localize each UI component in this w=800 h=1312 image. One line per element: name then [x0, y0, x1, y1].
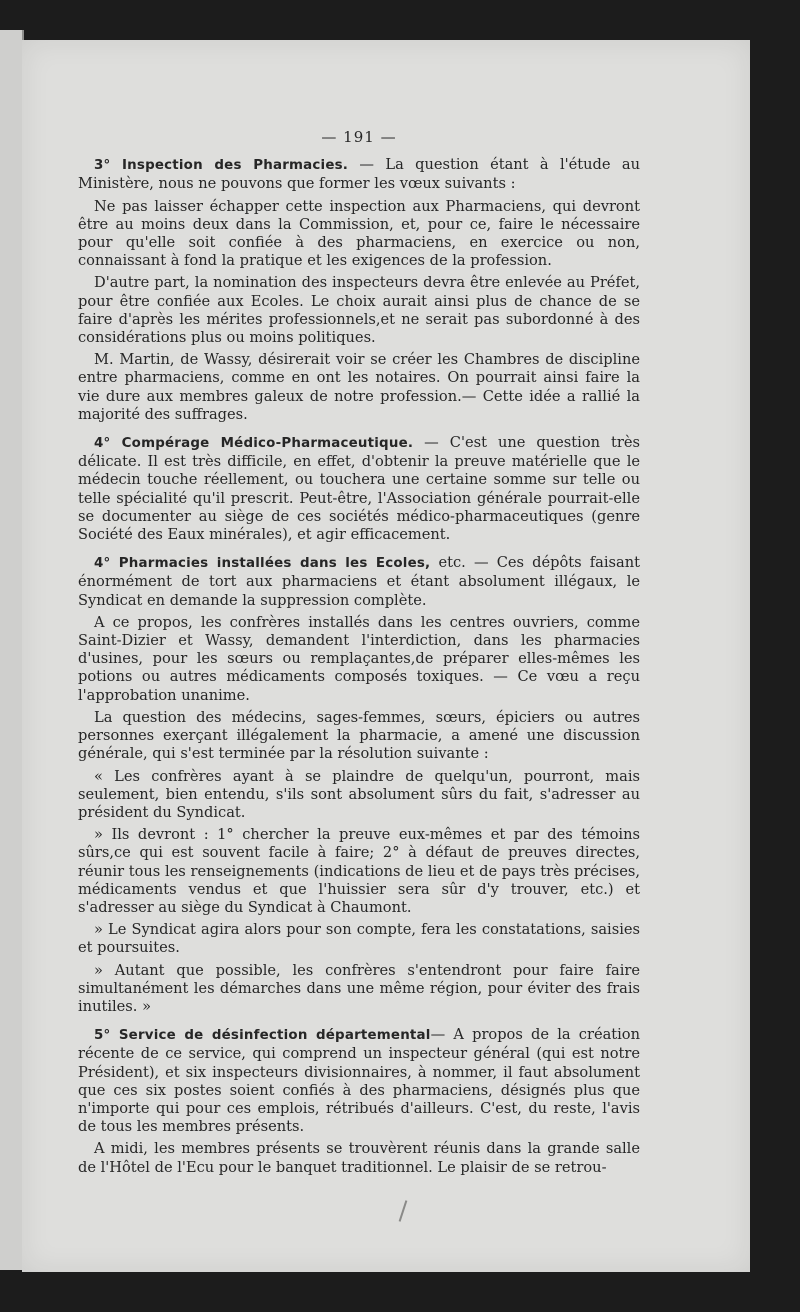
paragraph-service-desinfection	[78, 1026, 640, 1136]
quoted-paragraph: » Ils devront : 1° chercher la preuve eux-mêmes et par des témoins sûrs,ce qui est souvent facile à faire; 2° à défaut de preuves directes, réunir tous les renseignements (indications de lieu et de pays très précises, médicaments vendus et que l'huissier sera sûr d'y trouver, etc.) et s'adresser au siège du Syndicat à Chaumont.	[78, 826, 640, 916]
heading-pharmacies-ecoles: 4° Pharmacies installées dans les Ecoles,	[94, 556, 431, 572]
paragraph-comperage	[78, 434, 640, 544]
paragraph-inspection	[78, 156, 640, 193]
paragraph: La question des médecins, sages-femmes, sœurs, épiciers ou autres personnes exerçant illégalement la pharmacie, a amené une discussion générale, qui s'est terminée par la résolution suivante :	[78, 708, 640, 763]
paragraph: A ce propos, les confrères installés dans les centres ouvriers, comme Saint-Dizier et Wassy, demandent l'interdiction, dans les pharmacies d'usines, pour les sœurs ou remplaçantes,de préparer elles-mêmes les potions ou autres médicaments composés toxiques. — Ce vœu a reçu l'approbation unanime.	[78, 613, 640, 704]
paragraph: Ne pas laisser échapper cette inspection aux Pharmaciens, qui devront être au moins deux dans la Commission, et, pour ce, faire le nécessaire pour qu'elle soit confiée à des pharmaciens, en exercice ou non, connaissant à fond la pratique et les exigences de la profession.	[78, 197, 640, 270]
paragraph-text: etc. — Ces dépôts faisant énormément de tort aux pharmaciens et étant absolument illégaux, le Syndicat en demande la suppression complète.	[78, 554, 640, 609]
paragraph-text: — C'est une question très délicate. Il est très difficile, en effet, d'obtenir la preuve matérielle que le médecin touche réellement, ou touchera une certaine somme sur telle ou telle spécialité qu'il prescrit. Peut-être, l'Association générale pourrait-elle se documenter au siège de ces sociétés médico-pharmaceutiques (genre Société des Eaux minérales), et agir efficacement.	[78, 434, 640, 544]
page-text	[78, 128, 640, 1181]
heading-inspection: 3° Inspection des Pharmacies.	[94, 158, 349, 174]
page-number: — 191 —	[321, 128, 397, 146]
paragraph: D'autre part, la nomination des inspecteurs devra être enlevée au Préfet, pour être confiée aux Ecoles. Le choix aurait ainsi plus de chance de se faire d'après les mérites professionnels,et ne serait pas subordonné à des considérations plus ou moins politiques.	[78, 274, 640, 347]
quoted-paragraph: « Les confrères ayant à se plaindre de quelqu'un, pourront, mais seulement, bien entendu, s'ils sont absolument sûrs du fait, s'adresser au président du Syndicat.	[78, 767, 640, 821]
quoted-paragraph: » Autant que possible, les confrères s'entendront pour faire faire simultanément les démarches dans une même région, pour éviter des frais inutiles. »	[78, 961, 640, 1015]
paragraph: A midi, les membres présents se trouvèrent réunis dans la grande salle de l'Hôtel de l'Ecu pour le banquet traditionnel. Le plaisir de se retrou-	[78, 1140, 640, 1176]
pencil-mark	[399, 1200, 408, 1222]
document-page	[22, 40, 750, 1272]
paragraph: M. Martin, de Wassy, désirerait voir se créer les Chambres de discipline entre pharmaciens, comme en ont les notaires. On pourrait ainsi faire la vie dure aux membres galeux de notre profession.— Cette idée a rallié la majorité des suffrages.	[78, 351, 640, 423]
quoted-paragraph: » Le Syndicat agira alors pour son compte, fera les constatations, saisies et poursuites.	[78, 921, 640, 957]
heading-service-desinfection: 5° Service de désinfection départemental	[94, 1028, 431, 1044]
paragraph-text: — La question étant à l'étude au Ministère, nous ne pouvons que former les vœux suivants :	[78, 156, 640, 193]
paragraph-text: — A propos de la création récente de ce service, qui comprend un inspecteur général (qui est notre Président), et six inspecteurs divisionnaires, à nommer, il faut absolument que ces six postes soient confiés à des pharmaciens, désignés plus que n'importe qui pour ces emplois, rétribués d'ailleurs. C'est, du reste, l'avis de tous les membres présents.	[78, 1026, 640, 1136]
paragraph-pharmacies-ecoles	[78, 554, 640, 610]
heading-comperage: 4° Compérage Médico-Pharmaceutique.	[94, 436, 414, 452]
previous-page-edge	[0, 30, 24, 1270]
